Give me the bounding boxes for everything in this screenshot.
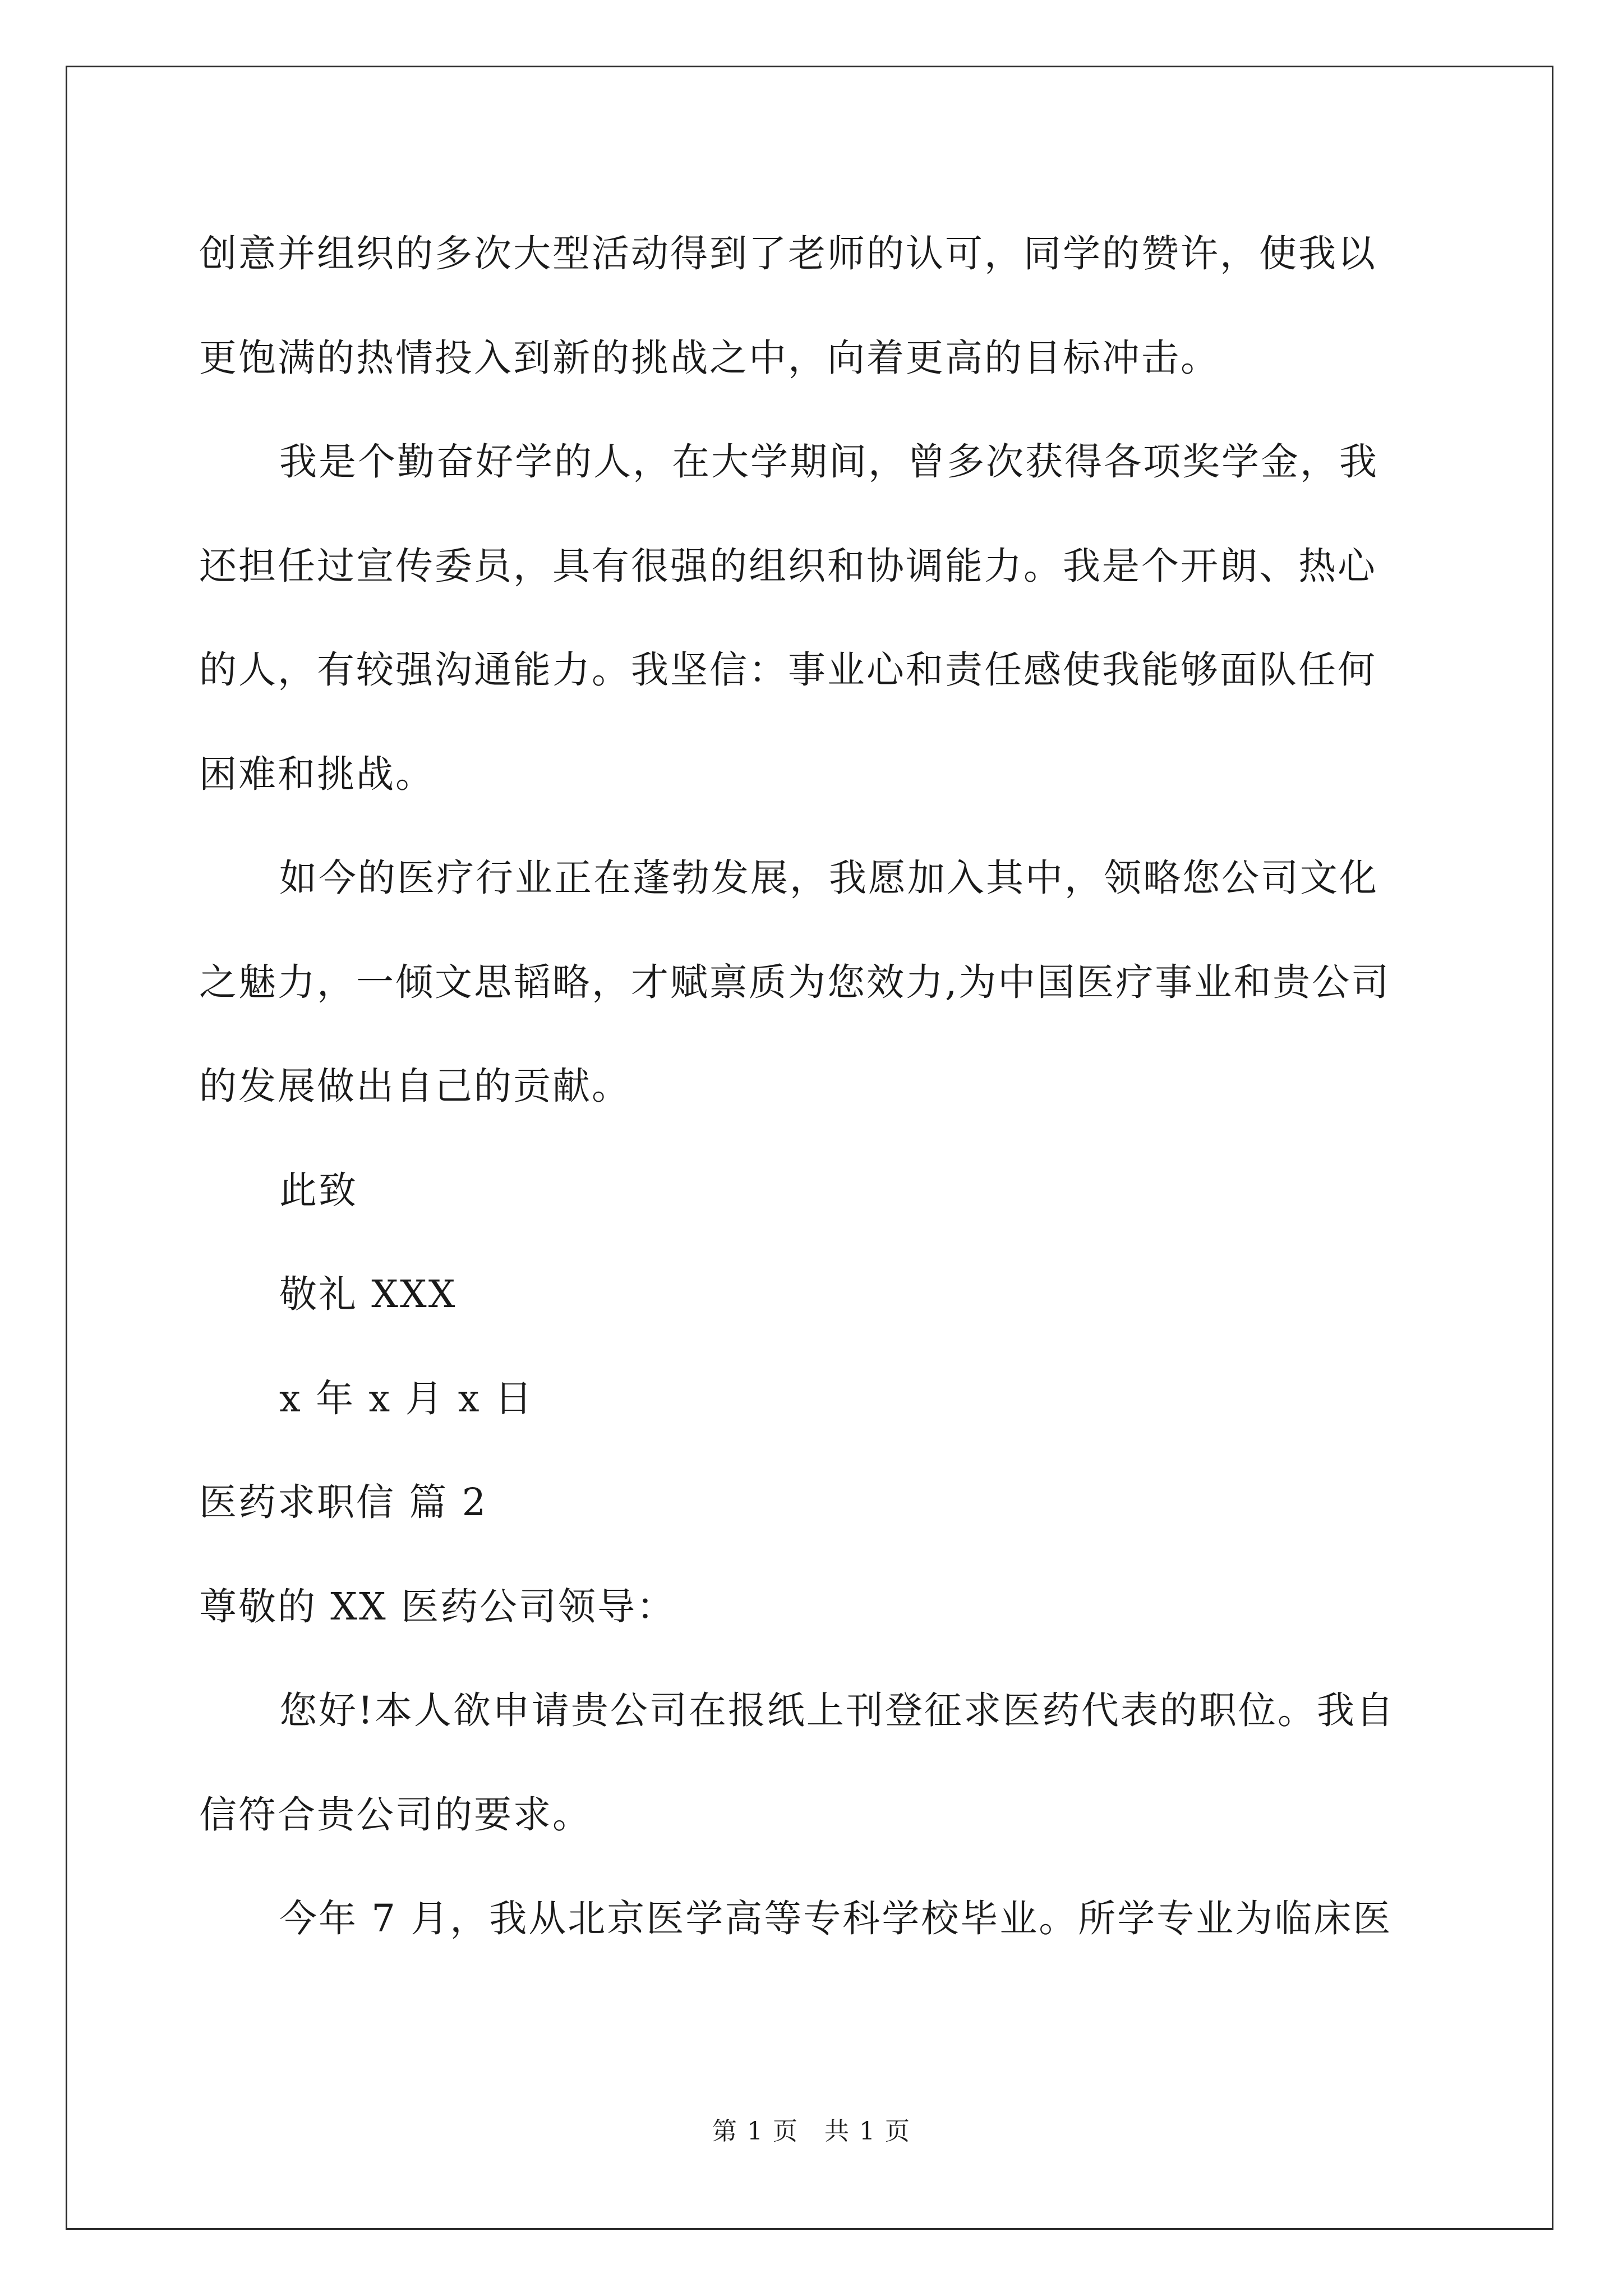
text-line: 您好!本人欲申请贵公司在报纸上刊登征求医药代表的职位。我自 [279,1688,1395,1732]
section-heading: 医药求职信 篇 2 [199,1480,488,1524]
text-line: 信符合贵公司的要求。 [199,1792,592,1837]
text-line: 的人，有较强沟通能力。我坚信：事业心和责任感使我能够面队任何 [199,648,1377,692]
text-line: 如今的医疗行业正在蓬勃发展，我愿加入其中，领略您公司文化 [279,856,1378,900]
text-line: 今年 7 月，我从北京医学高等专科学校毕业。所学专业为临床医 [279,1897,1393,1940]
closing-regards: 敬礼 XXX [279,1272,457,1316]
text-line: 困难和挑战。 [199,752,435,796]
text-line: 创意并组织的多次大型活动得到了老师的认可，同学的赞许，使我以 [199,232,1377,275]
text-line: 更饱满的热情投入到新的挑战之中，向着更高的目标冲击。 [199,335,1220,380]
text-line: 我是个勤奋好学的人，在大学期间，曾多次获得各项奖学金，我 [279,440,1378,484]
text-line: 之魅力，一倾文思韬略，才赋禀质为您效力,为中国医疗事业和贵公司 [199,960,1391,1004]
page-footer: 第 1 页 共 1 页 [712,2117,911,2146]
document-body [199,202,1422,1971]
text-line: 还担任过宣传委员，具有很强的组织和协调能力。我是个开朗、热心 [199,544,1377,588]
letter-date: x 年 x 月 x 日 [279,1376,534,1420]
closing-salutation: 此致 [279,1168,358,1212]
text-line: 的发展做出自己的贡献。 [199,1064,631,1108]
letter-greeting: 尊敬的 XX 医药公司领导： [199,1584,676,1628]
